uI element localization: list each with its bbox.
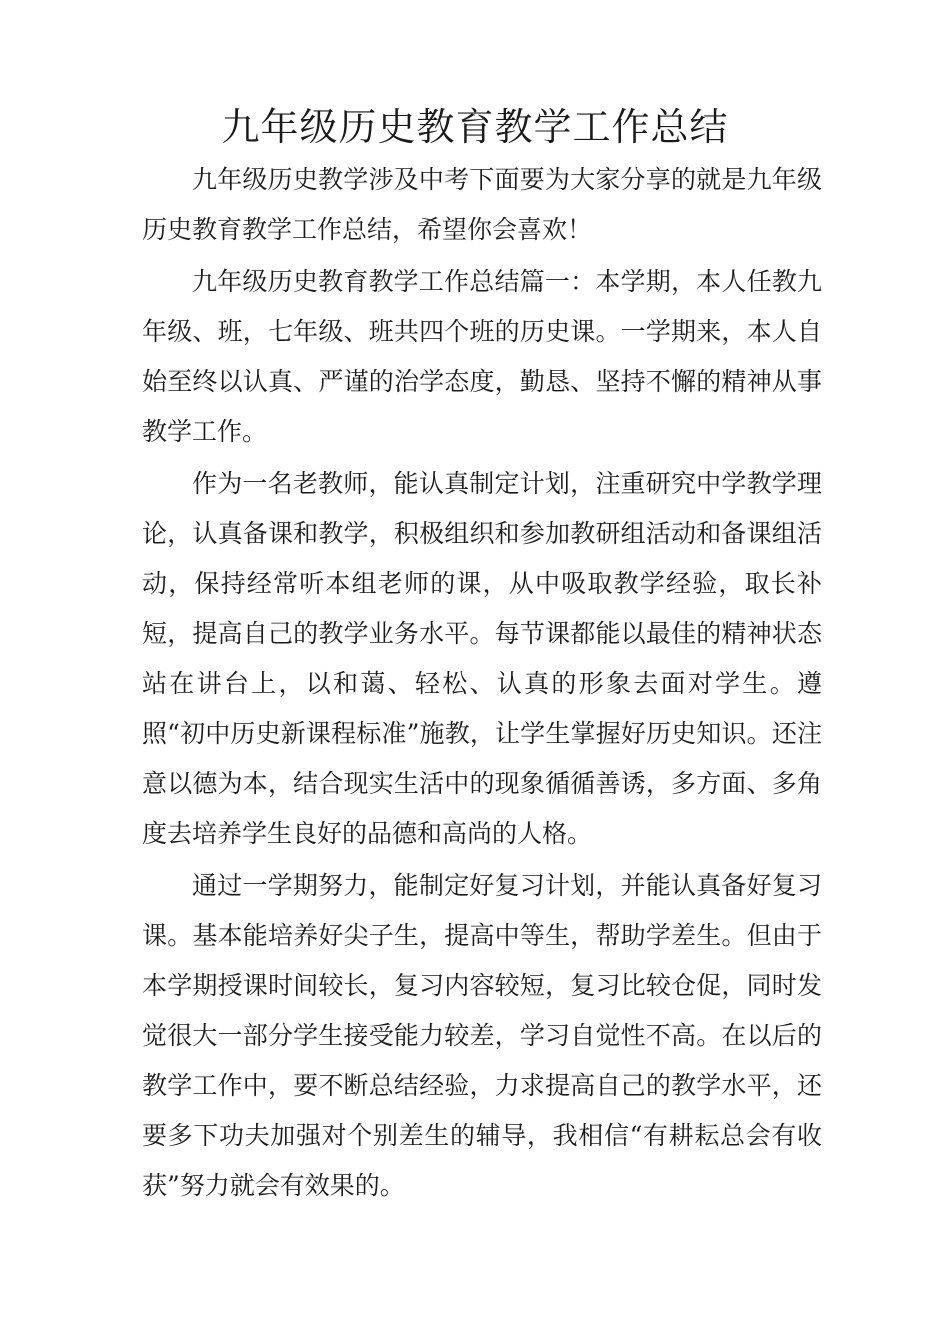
paragraph-intro: 九年级历史教学涉及中考下面要为大家分享的就是九年级历史教育教学工作总结，希望你会喜欢！ bbox=[142, 165, 822, 244]
document-title: 九年级历史教育教学工作总结 bbox=[221, 105, 729, 149]
paragraph-teaching: 作为一名老教师，能认真制定计划，注重研究中学教学理论，认真备课和教学，积极组织和参加教研组活动和备课组活动，保持经常听本组老师的课，从中吸取教学经验，取长补短，提高自己的教学业务水平。每节课都能以最佳的精神状态站在讲台上，以和蔼、轻松、认真的形象去面对学生。遵照“初中历史新课程标准”施教，让学生掌握好历史知识。还注意以德为本，结合现实生活中的现象循循善诱，多方面、多角度去培养学生良好的品德和高尚的人格。 bbox=[142, 469, 822, 848]
paragraph-review: 通过一学期努力，能制定好复习计划，并能认真备好复习课。基本能培养好尖子生，提高中等生，帮助学差生。但由于本学期授课时间较长，复习内容较短，复习比较仓促，同时发觉很大一部分学生接受能力较差，学习自觉性不高。在以后的教学工作中，要不断总结经验，力求提高自己的教学水平，还要多下功夫加强对个别差生的辅导，我相信“有耕耘总会有收获”努力就会有效果的。 bbox=[142, 871, 822, 1200]
document-body bbox=[142, 155, 822, 1213]
paragraph-overview: 九年级历史教育教学工作总结篇一：本学期，本人任教九年级、班，七年级、班共四个班的历史课。一学期来，本人自始至终以认真、严谨的治学态度，勤恳、坚持不懈的精神从事教学工作。 bbox=[142, 267, 822, 446]
